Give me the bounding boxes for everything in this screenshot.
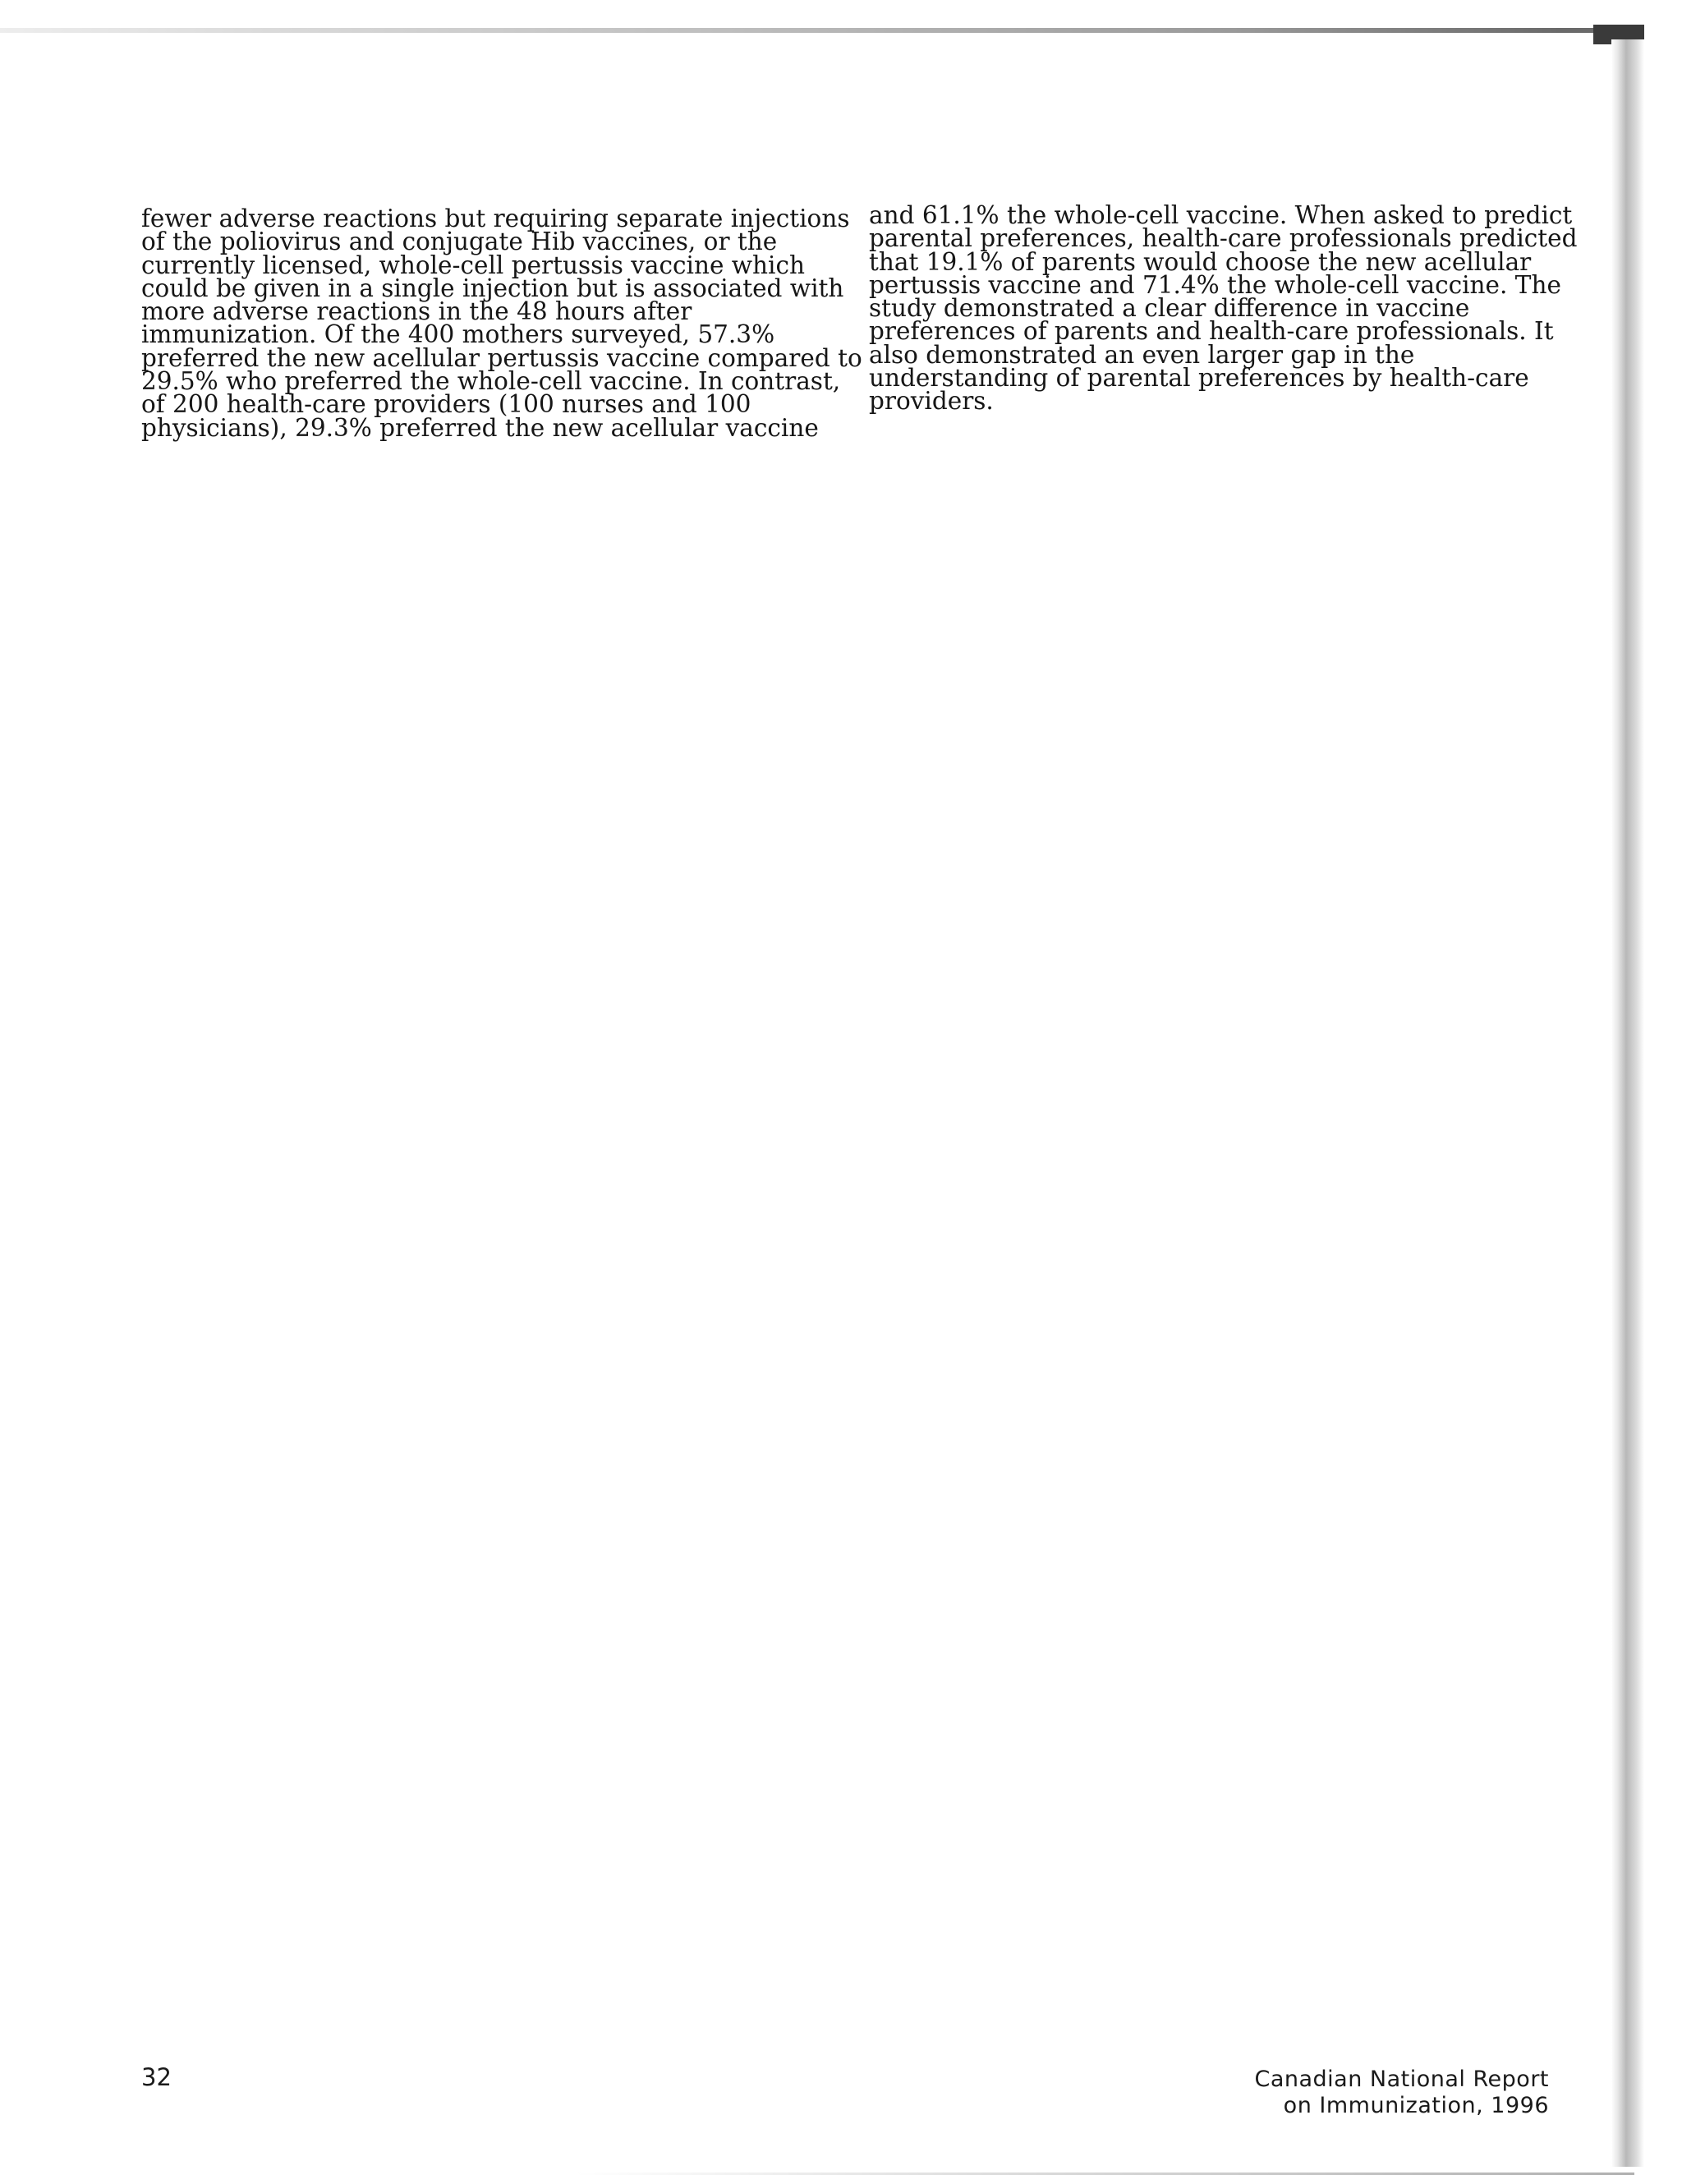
text-line: and 61.1% the whole-cell vaccine. When asked to predict (869, 201, 1573, 229)
text-line: understanding of parental preferences by health-care (869, 364, 1529, 393)
text-line: preferred the new acellular pertussis vaccine compared to (141, 343, 862, 372)
text-line: of 200 health-care providers (100 nurses and 100 (141, 390, 751, 419)
footer-title-line: Canadian National Report (1254, 2067, 1549, 2092)
text-line: also demonstrated an even larger gap in the (869, 340, 1415, 369)
text-line: study demonstrated a clear difference in vaccine (869, 294, 1470, 323)
text-line: fewer adverse reactions but requiring separate injections (141, 205, 850, 232)
text-line: pertussis vaccine and 71.4% the whole-cell vaccine. The (869, 270, 1561, 299)
text-line: more adverse reactions in the 48 hours after (141, 297, 692, 326)
text-line: of the poliovirus and conjugate Hib vaccines, or the (141, 228, 778, 256)
footer-title-line: on Immunization, 1996 (1283, 2093, 1549, 2118)
text-line: providers. (869, 387, 994, 416)
page-number: 32 (141, 2063, 172, 2091)
body-text-right-column (869, 201, 1578, 416)
text-line: parental preferences, health-care professionals predicted (869, 224, 1578, 253)
scan-top-rule (0, 28, 1643, 33)
text-line: preferences of parents and health-care professionals. It (869, 317, 1554, 346)
running-footer-title (1254, 2067, 1549, 2119)
text-line: could be given in a single injection but is associated with (141, 274, 844, 302)
text-line: immunization. Of the 400 mothers surveyed, 57.3% (141, 320, 775, 349)
text-line: physicians), 29.3% preferred the new acellular vaccine (141, 413, 819, 442)
text-line: 29.5% who preferred the whole-cell vaccine. In contrast, (141, 367, 841, 396)
text-line: that 19.1% of parents would choose the new acellular (869, 247, 1532, 276)
scan-page-edge (1611, 39, 1644, 2167)
text-line: currently licensed, whole-cell pertussis vaccine which (141, 251, 805, 279)
body-text-left-column (141, 205, 862, 442)
scan-bottom-rule (575, 2173, 1634, 2175)
